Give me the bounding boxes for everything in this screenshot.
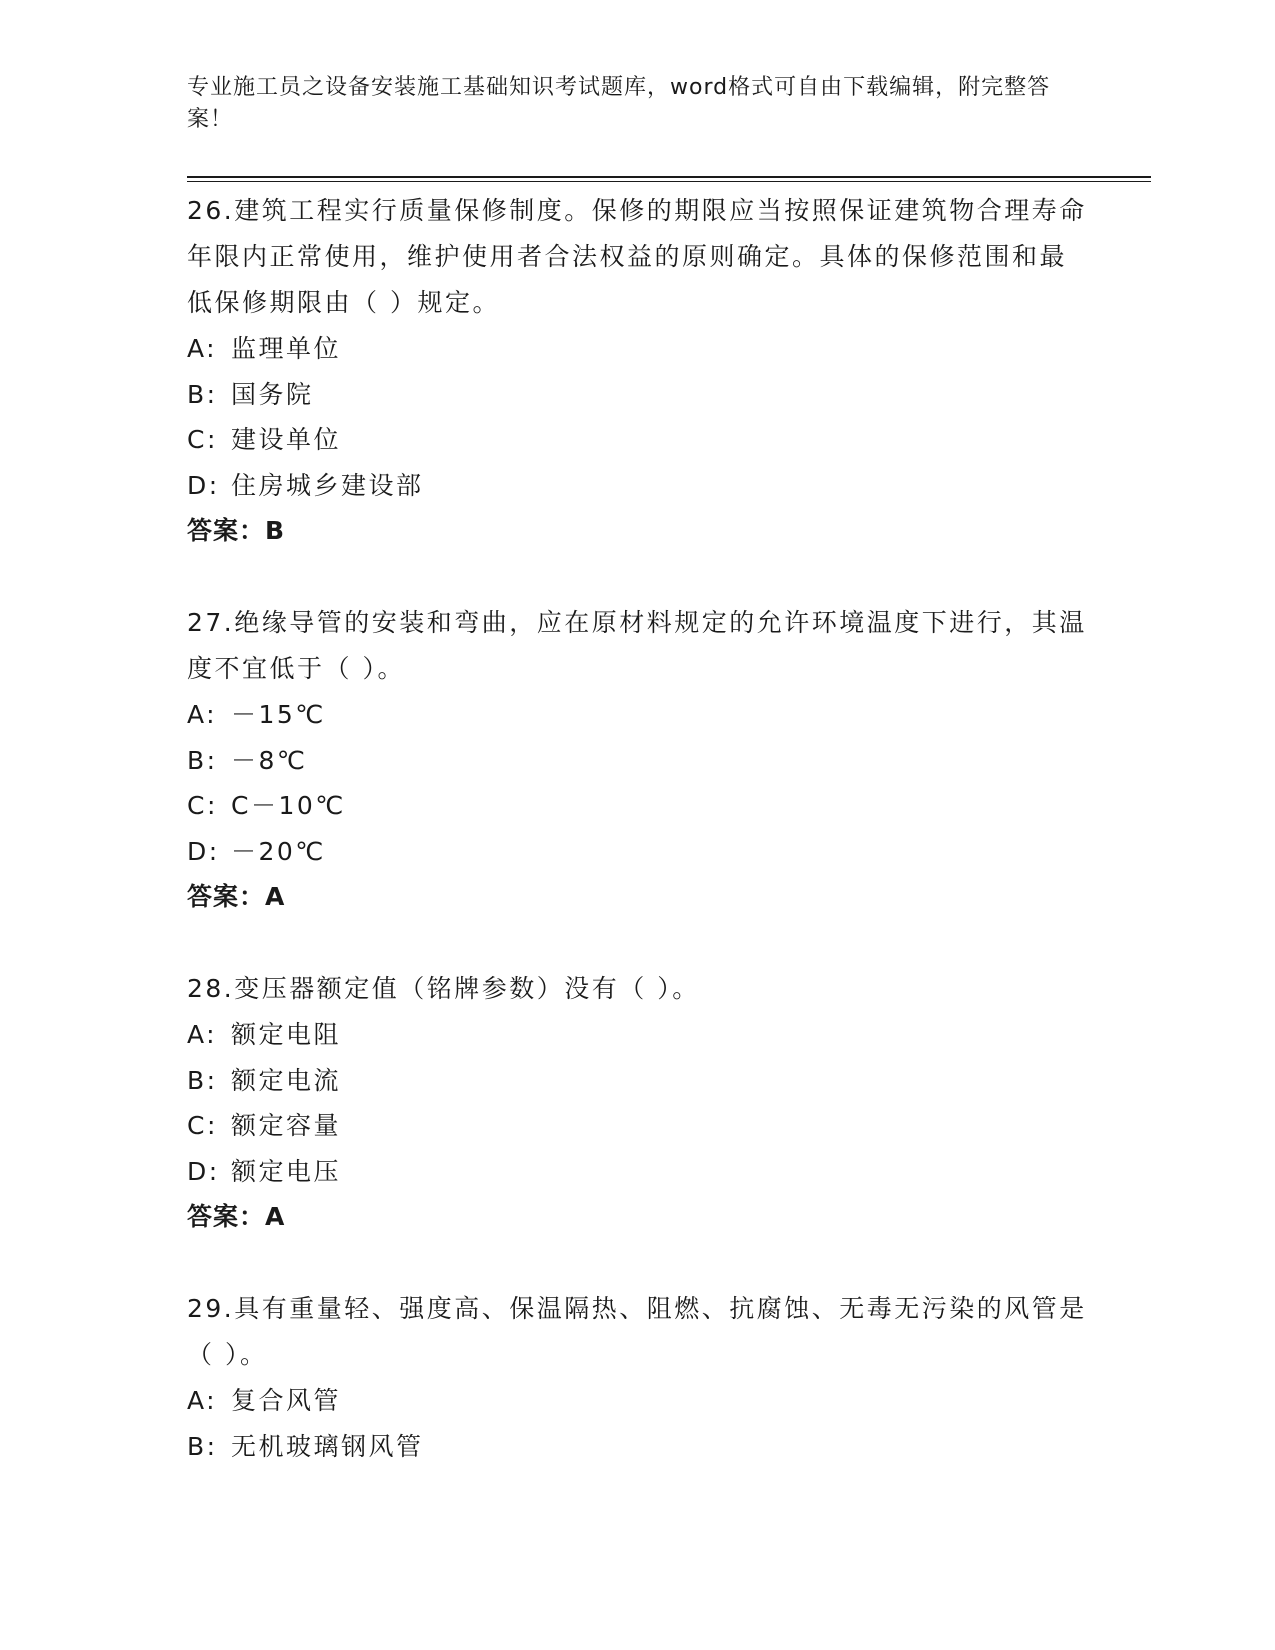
- option-key: B:: [187, 745, 218, 775]
- question-stem: 26.建筑工程实行质量保修制度。保修的期限应当按照保证建筑物合理寿命年限内正常使用，维护使用者合法权益的原则确定。具体的保修范围和最低保修期限由（ ）规定。: [187, 196, 1087, 317]
- option-key: D:: [187, 1156, 220, 1186]
- option-key: A:: [187, 700, 218, 729]
- option-a: [187, 1012, 1087, 1058]
- question-29: [187, 1286, 1087, 1469]
- question-28: [187, 966, 1087, 1240]
- header-divider-thin: [187, 181, 1151, 182]
- option-key: A:: [187, 1386, 218, 1415]
- option-text: －20℃: [231, 836, 326, 866]
- option-key: C:: [187, 1111, 218, 1140]
- option-a: [187, 326, 1087, 372]
- option-d: [187, 829, 1087, 875]
- document-header: [187, 72, 1067, 136]
- option-text: 额定电压: [231, 1156, 342, 1186]
- option-text: 监理单位: [231, 334, 342, 363]
- answer-line: 答案：A: [187, 882, 286, 911]
- option-b: [187, 1058, 1087, 1104]
- option-a: [187, 692, 1087, 738]
- option-key: D:: [187, 836, 220, 866]
- option-text: －15℃: [231, 700, 326, 729]
- option-text: C－10℃: [231, 791, 346, 820]
- option-c: [187, 417, 1087, 463]
- header-title: 专业施工员之设备安装施工基础知识考试题库，word格式可自由下载编辑，附完整答案！: [187, 75, 1051, 132]
- option-text: －8℃: [231, 745, 308, 775]
- question-27: [187, 600, 1087, 920]
- answer-line: 答案：B: [187, 516, 286, 545]
- option-d: [187, 463, 1087, 509]
- option-b: [187, 372, 1087, 418]
- option-text: 额定容量: [231, 1111, 342, 1140]
- option-text: 国务院: [231, 379, 314, 409]
- option-key: C:: [187, 791, 218, 820]
- option-a: [187, 1378, 1087, 1424]
- question-stem: 27.绝缘导管的安装和弯曲，应在原材料规定的允许环境温度下进行，其温度不宜低于（ ）。: [187, 608, 1087, 683]
- option-d: [187, 1149, 1087, 1195]
- option-key: B:: [187, 1431, 218, 1461]
- option-text: 无机玻璃钢风管: [231, 1431, 424, 1461]
- option-text: 复合风管: [231, 1386, 342, 1415]
- question-list: [187, 188, 1087, 1515]
- question-26: [187, 188, 1087, 554]
- option-key: A:: [187, 334, 218, 363]
- option-c: [187, 783, 1087, 829]
- option-key: B:: [187, 1065, 218, 1095]
- option-b: [187, 1424, 1087, 1470]
- option-key: A:: [187, 1020, 218, 1049]
- question-stem: 29.具有重量轻、强度高、保温隔热、阻燃、抗腐蚀、无毒无污染的风管是（ ）。: [187, 1294, 1087, 1369]
- option-key: C:: [187, 425, 218, 454]
- option-text: 建设单位: [231, 425, 342, 454]
- option-text: 额定电阻: [231, 1020, 342, 1049]
- header-divider-thick: [187, 176, 1151, 178]
- option-text: 额定电流: [231, 1065, 342, 1095]
- option-c: [187, 1103, 1087, 1149]
- option-text: 住房城乡建设部: [231, 470, 424, 500]
- option-key: B:: [187, 379, 218, 409]
- answer-line: 答案：A: [187, 1202, 286, 1231]
- question-stem: 28.变压器额定值（铭牌参数）没有（ ）。: [187, 974, 700, 1003]
- option-b: [187, 738, 1087, 784]
- option-key: D:: [187, 470, 220, 500]
